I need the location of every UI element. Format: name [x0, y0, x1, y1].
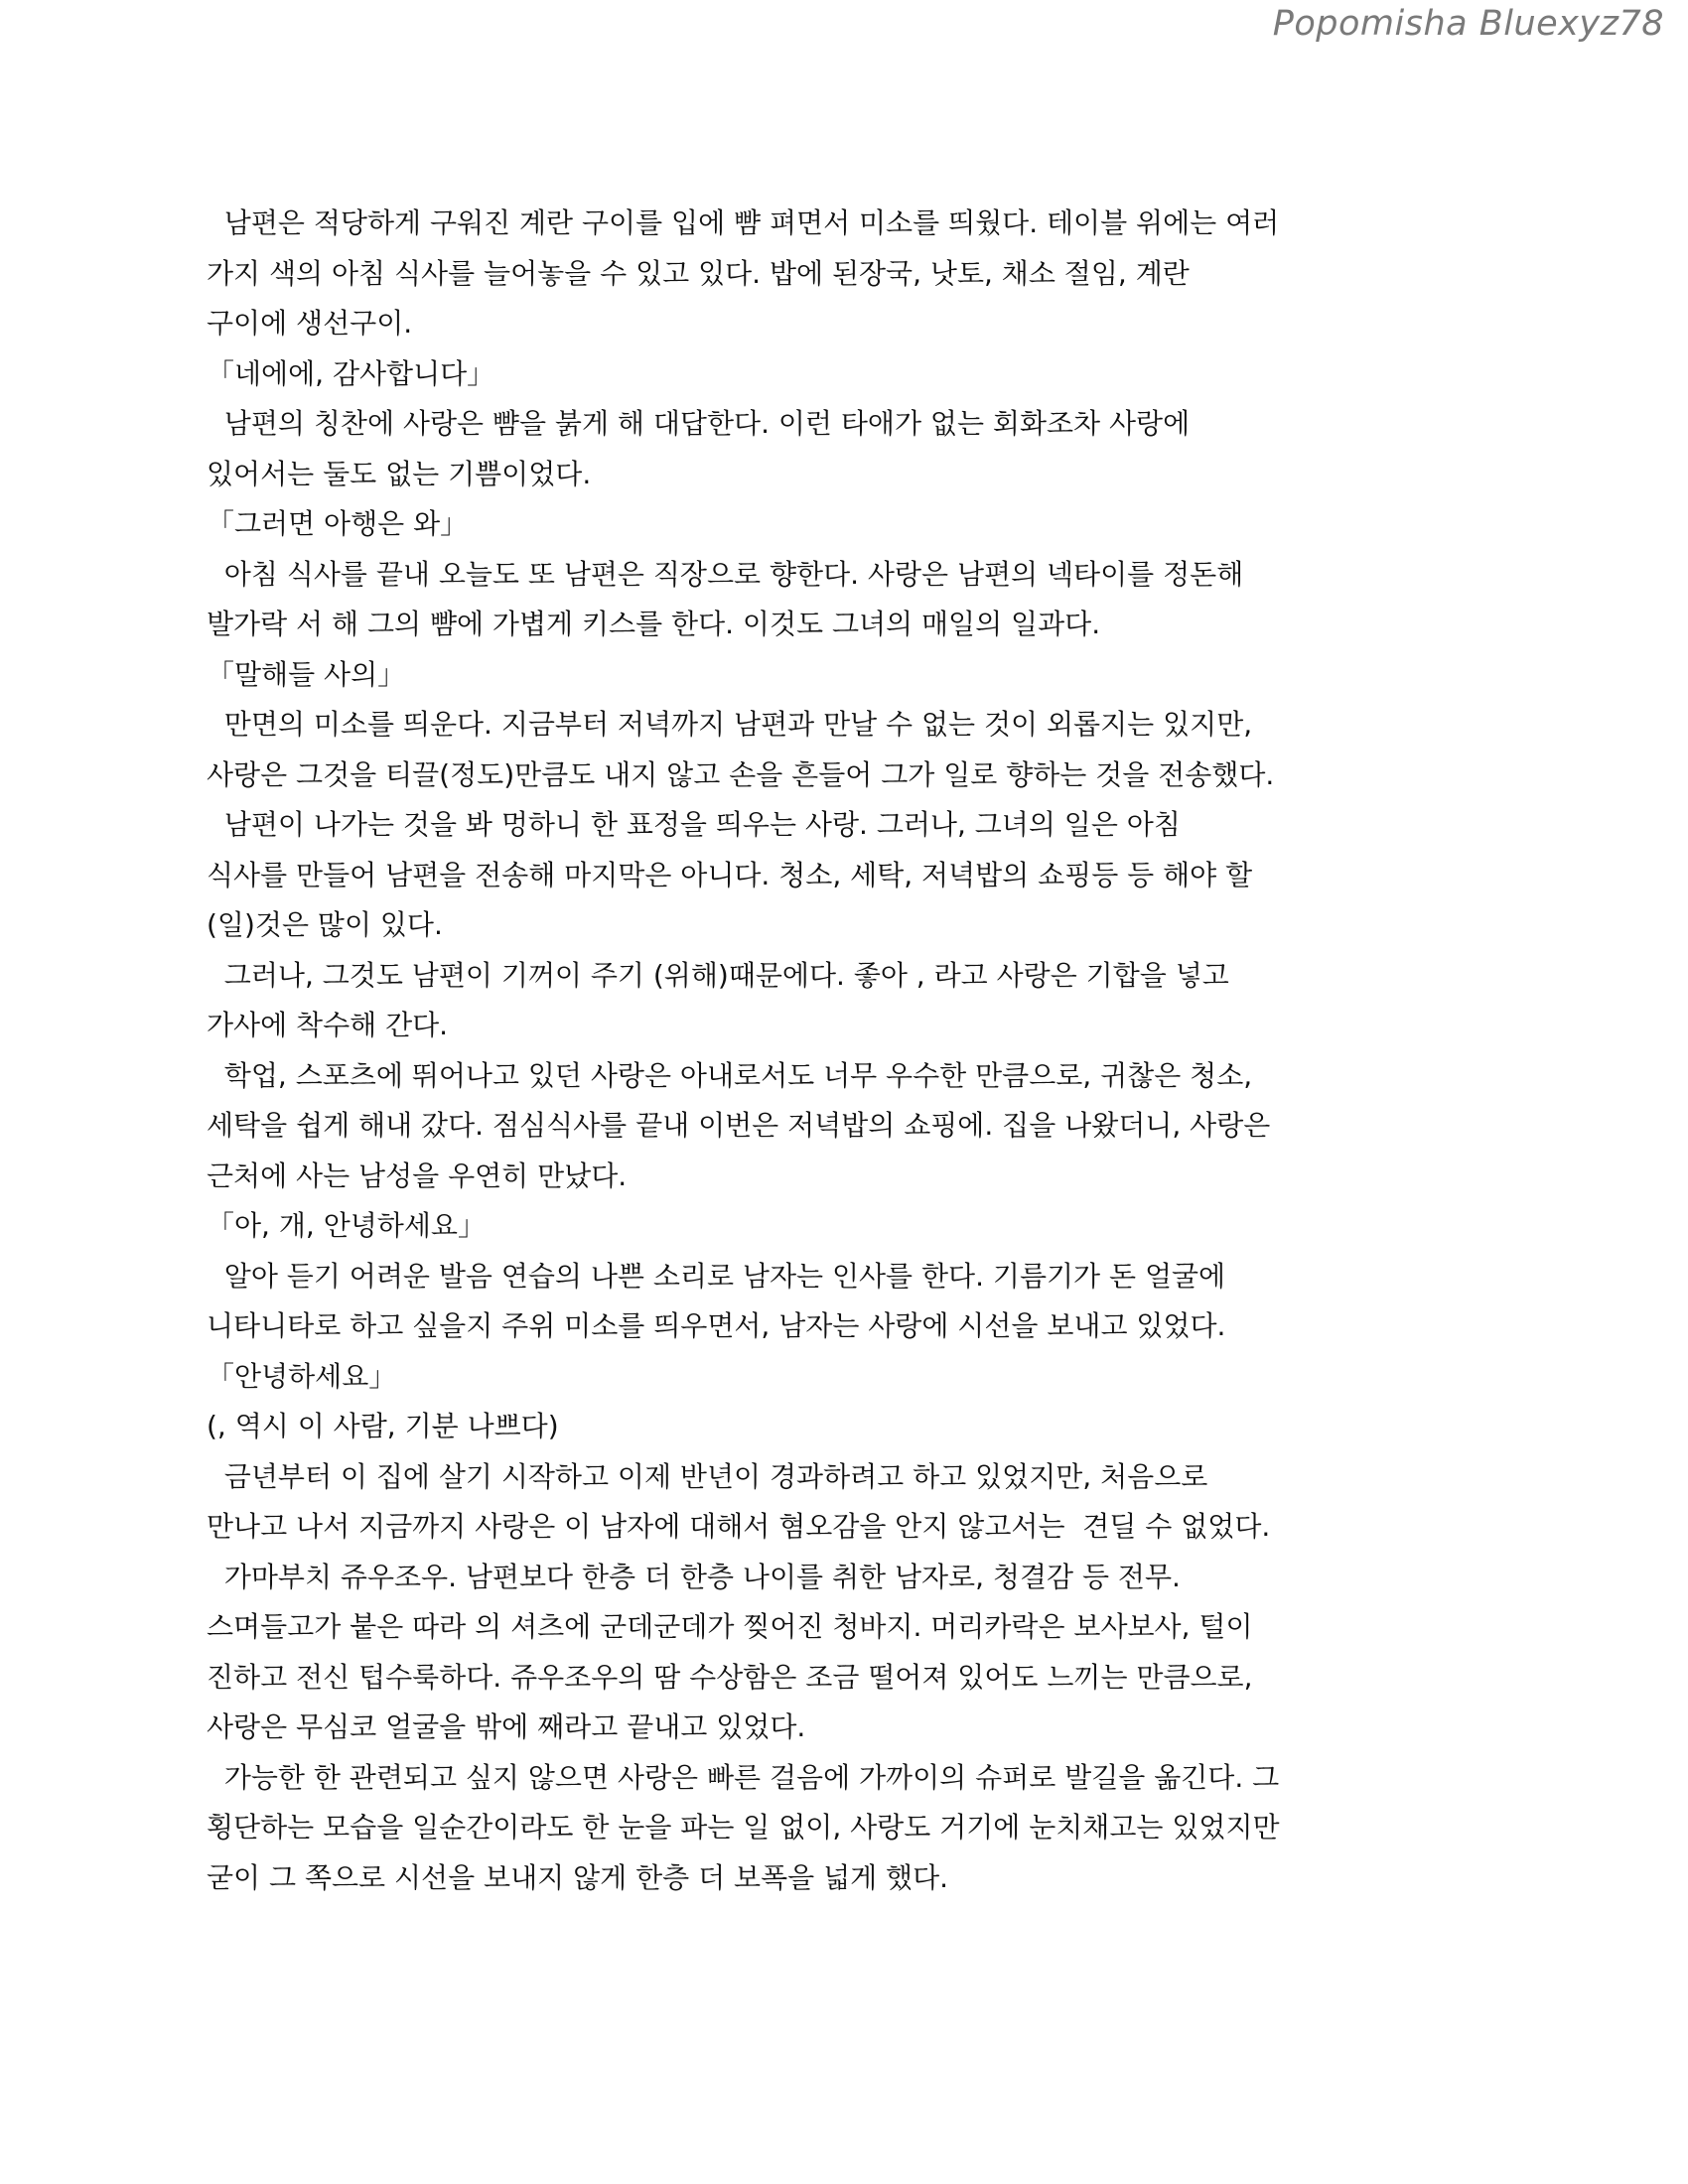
text-line-31: 사랑은 무심코 얼굴을 밖에 째라고 끝내고 있었다. [207, 1710, 806, 1743]
text-line-15: (일)것은 많이 있다. [207, 908, 443, 941]
text-line-8: 아침 식사를 끝내 오늘도 또 남편은 직장으로 향한다. 사랑은 남편의 넥타이를 정돈해 [207, 557, 1244, 591]
text-line-30: 진하고 전신 텁수룩하다. 쥬우조우의 땀 수상함은 조금 떨어져 있어도 느끼는 만큼으로, [207, 1660, 1253, 1694]
text-line-6: 있어서는 둘도 없는 기쁨이었다. [207, 457, 592, 490]
text-line-11: 만면의 미소를 띄운다. 지금부터 저녁까지 남편과 만날 수 없는 것이 외롭지는 있지만, [207, 708, 1253, 741]
text-line-16: 그러나, 그것도 남편이 기꺼이 주기 (위해)때문에다. 좋아 , 라고 사랑은 기합을 넣고 [207, 958, 1229, 992]
watermark-text: Popomisha Bluexyz78 [1272, 4, 1664, 44]
text-line-4: 「네에에, 감사합니다」 [207, 356, 495, 390]
text-line-32: 가능한 한 관련되고 싶지 않으면 사랑은 빠른 걸음에 가까이의 슈퍼로 발길을 옮긴다. 그 [207, 1760, 1280, 1794]
text-line-17: 가사에 착수해 간다. [207, 1009, 449, 1041]
document-body [207, 199, 1489, 1903]
text-line-27: 만나고 나서 지금까지 사랑은 이 남자에 대해서 혐오감을 안지 않고서는 견딜 수 없었다. [207, 1510, 1271, 1543]
text-line-19: 세탁을 쉽게 해내 갔다. 점심식사를 끝내 이번은 저녁밥의 쇼핑에. 집을 나왔더니, 사랑은 [207, 1109, 1271, 1142]
text-line-22: 알아 듣기 어려운 발음 연습의 나쁜 소리로 남자는 인사를 한다. 기름기가 돈 얼굴에 [207, 1259, 1226, 1293]
text-line-34: 굳이 그 쪽으로 시선을 보내지 않게 한층 더 보폭을 넓게 했다. [207, 1860, 949, 1894]
text-line-23: 니타니타로 하고 싶을지 주위 미소를 띄우면서, 남자는 사랑에 시선을 보내고 있었다. [207, 1309, 1226, 1342]
text-line-13: 남편이 나가는 것을 봐 멍하니 한 표정을 띄우는 사랑. 그러나, 그녀의 일은 아침 [207, 808, 1181, 841]
text-line-5: 남편의 칭찬에 사랑은 뺨을 붉게 해 대답한다. 이런 타애가 없는 회화조차 사랑에 [207, 407, 1191, 440]
text-line-1: 남편은 적당하게 구워진 계란 구이를 입에 뺨 펴면서 미소를 띄웠다. 테이블 위에는 여러 [207, 206, 1280, 239]
text-line-7: 「그러면 아행은 와」 [207, 507, 469, 540]
text-line-20: 근처에 사는 남성을 우연히 만났다. [207, 1159, 628, 1192]
text-line-21: 「아, 개, 안녕하세요」 [207, 1209, 486, 1242]
text-line-33: 횡단하는 모습을 일순간이라도 한 눈을 파는 일 없이, 사랑도 거기에 눈치채고는 있었지만 [207, 1811, 1280, 1843]
text-line-10: 「말해들 사의」 [207, 657, 406, 691]
text-line-18: 학업, 스포츠에 뛰어나고 있던 사랑은 아내로서도 너무 우수한 만큼으로, 귀찮은 청소, [207, 1058, 1253, 1092]
text-line-14: 식사를 만들어 남편을 전송해 마지막은 아니다. 청소, 세탁, 저녁밥의 쇼핑등 등 해야 할 [207, 858, 1253, 891]
text-line-12: 사랑은 그것을 티끌(정도)만큼도 내지 않고 손을 흔들어 그가 일로 향하는 것을 전송했다. [207, 757, 1275, 791]
text-line-29: 스며들고가 붙은 따라 의 셔츠에 군데군데가 찢어진 청바지. 머리카락은 보사보사, 털이 [207, 1610, 1253, 1643]
text-line-24: 「안녕하세요」 [207, 1359, 397, 1393]
text-line-3: 구이에 생선구이. [207, 307, 413, 340]
text-line-9: 발가락 서 해 그의 뺨에 가볍게 키스를 한다. 이것도 그녀의 매일의 일과다. [207, 608, 1101, 640]
text-line-28: 가마부치 쥬우조우. 남편보다 한층 더 한층 나이를 취한 남자로, 청결감 등 전무. [207, 1560, 1181, 1593]
text-line-2: 가지 색의 아침 식사를 늘어놓을 수 있고 있다. 밥에 된장국, 낫토, 채소 절임, 계란 [207, 256, 1190, 290]
text-line-26: 금년부터 이 집에 살기 시작하고 이제 반년이 경과하려고 하고 있었지만, 처음으로 [207, 1459, 1208, 1493]
text-line-25: (, 역시 이 사람, 기분 나쁘다) [207, 1410, 559, 1442]
